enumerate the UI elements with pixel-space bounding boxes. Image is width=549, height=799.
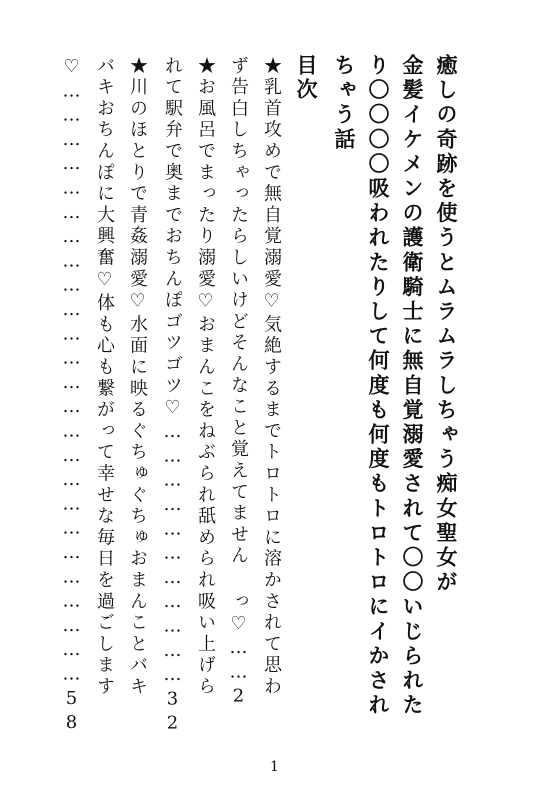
toc-line-5: ★川のほとりで青姦溺愛♡水面に映るぐちゅぐちゅおまんことバキ [127, 56, 148, 698]
title-line-4: ちゃう話 [332, 54, 357, 153]
title-line-3: り〇〇〇〇吸われたりして何度も何度もトロトロにイかされ [366, 54, 391, 719]
toc-line-6: バキおちんぽに大興奮♡体も心も繋がって幸せな毎日を過ごします [94, 56, 115, 698]
toc-line-3: ★お風呂でまったり溺愛♡おまんこをねぶられ舐められ吸い上げら [195, 56, 216, 698]
toc-line-1: ★乳首攻めで無自覚溺愛♡気絶するまでトロトロに溶かされて思わ [261, 56, 282, 698]
page-number: 1 [270, 759, 279, 775]
toc-line-4: れて駅弁で奥までおちんぽゴツゴツ♡……………………………32 [162, 56, 183, 737]
toc-line-7: ♡…………………………………………………………………58 [61, 56, 82, 737]
toc-heading: 目次 [294, 54, 319, 102]
title-line-2: 金髪イケメンの護衛騎士に無自覚溺愛されて〇〇いじられた [400, 54, 425, 719]
title-line-1: 癒しの奇跡を使うとムラムラしちゃう痴女聖女が [434, 54, 459, 596]
toc-line-2: ず告白しちゃったらしいけどそんなこと覚えてません っ♡……2 [228, 56, 249, 710]
